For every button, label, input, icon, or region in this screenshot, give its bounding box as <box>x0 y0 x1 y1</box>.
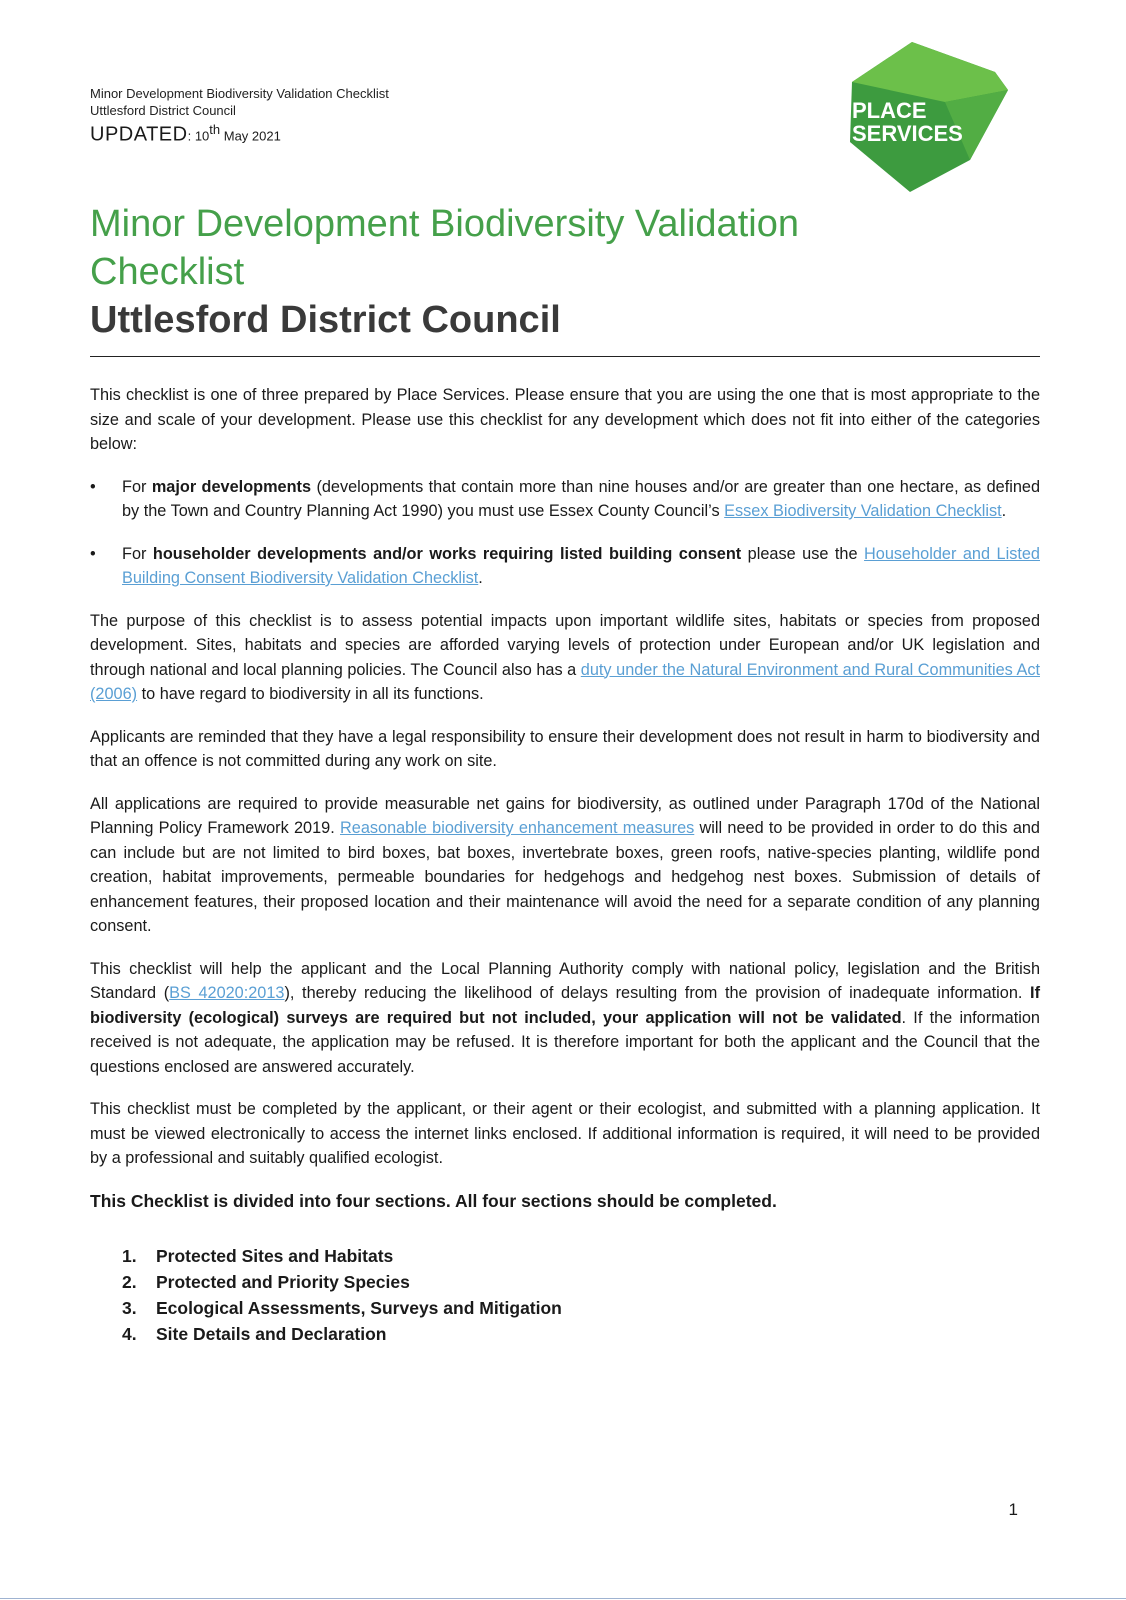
bullet-major-developments <box>90 475 1040 524</box>
bullet-text: For <box>122 477 152 496</box>
section-number: 3. <box>122 1298 137 1318</box>
bullet-bold-text: major developments <box>151 477 312 496</box>
page-title-line1: Minor Development Biodiversity Validation <box>90 203 799 245</box>
bullet-householder-developments <box>90 542 1040 591</box>
sections-heading: This Checklist is divided into four sections. All four sections should be completed. <box>90 1190 777 1211</box>
purpose-text: The purpose of this checklist is to assess potential impacts upon important wildlife sites, habitats or species from proposed development. Sites, habitats and species are afforded varying levels of protection under European and/or UK legislation and through national and local planning policies. The Council also has a <box>90 611 1040 679</box>
compliance-text-end: . If the information received is not adequate, the application may be refused. It is therefore important for both the applicant and the Council that the questions enclosed are answered accurately. <box>90 1008 1040 1076</box>
sections-list <box>90 1243 1040 1347</box>
header-council: Uttlesford District Council <box>90 103 236 118</box>
page-number: 1 <box>1008 1500 1018 1519</box>
section-item <box>122 1295 1040 1321</box>
section-label: Protected Sites and Habitats <box>156 1246 394 1266</box>
compliance-bold-text: If biodiversity (ecological) surveys are required but not included, your application will not be validated <box>90 984 1040 1027</box>
intro-paragraph: This checklist is one of three prepared by Place Services. Please ensure that you are using the one that is most appropriate to the size and scale of your development. Please use this checklist for any development which does not fit into either of the categories below: <box>90 386 1040 453</box>
title-divider <box>90 356 1040 357</box>
householder-checklist-link[interactable]: Householder and Listed Building Consent Biodiversity Validation Checklist <box>122 544 1040 587</box>
net-gain-paragraph <box>90 792 1040 939</box>
title-block <box>90 200 990 344</box>
page-bottom-border <box>0 1598 1126 1599</box>
section-label: Ecological Assessments, Surveys and Mitigation <box>156 1298 562 1318</box>
document-body <box>90 383 1040 1347</box>
essex-checklist-link[interactable]: Essex Biodiversity Validation Checklist <box>724 502 1002 520</box>
completion-paragraph: This checklist must be completed by the applicant, or their agent or their ecologist, and submitted with a planning application. It must be viewed electronically to access the internet links enclosed. If additional information is required, it will need to be provided by a professional and suitably qualified ecologist. <box>90 1100 1040 1167</box>
category-list <box>90 475 1040 591</box>
updated-label: UPDATED <box>90 123 188 146</box>
bs-42020-link[interactable]: BS 42020:2013 <box>169 984 285 1002</box>
nerc-act-link[interactable]: duty under the Natural Environment and Rural Communities Act (2006) <box>90 660 1040 703</box>
updated-date-day: : 10 <box>187 128 210 144</box>
logo-text-line1: PLACE <box>852 98 927 123</box>
purpose-text-end: to have regard to biodiversity in all its functions. <box>137 685 484 703</box>
section-item <box>122 1243 1040 1269</box>
bullet-text: (developments that contain more than nine houses and/or are greater than one hectare, as defined by the Town and Country Planning Act 1990) you must use Essex County Council’s <box>122 477 1040 520</box>
section-item <box>122 1321 1040 1347</box>
place-services-logo <box>850 42 1010 197</box>
net-gain-text-end: will need to be provided in order to do this and can include but are not limited to bird boxes, bat boxes, invertebrate boxes, green roofs, native-species planting, wildlife pond creation, habitat improvements, permeable boundaries for hedgehogs and hedgehog nest boxes. Submission of details of enhancement features, their proposed location and their maintenance will avoid the need for a separate condition of any planning consent. <box>90 819 1040 935</box>
page-title-line2: Checklist <box>90 251 245 293</box>
bullet-text: . <box>478 569 483 587</box>
compliance-paragraph <box>90 957 1040 1080</box>
section-number: 4. <box>122 1324 137 1344</box>
section-number: 2. <box>122 1272 137 1292</box>
updated-date-suffix: th <box>209 122 221 137</box>
enhancement-measures-link[interactable]: Reasonable biodiversity enhancement measures <box>340 819 695 837</box>
reminder-paragraph: Applicants are reminded that they have a legal responsibility to ensure their development does not result in harm to biodiversity and that an offence is not committed during any work on site. <box>90 727 1040 770</box>
purpose-paragraph <box>90 609 1040 707</box>
section-item <box>122 1269 1040 1295</box>
section-label: Protected and Priority Species <box>156 1272 410 1292</box>
bullet-bold-text: householder developments and/or works requiring listed building consent <box>152 544 742 563</box>
net-gain-text: All applications are required to provide measurable net gains for biodiversity, as outlined under Paragraph 170d of the National Planning Policy Framework 2019. <box>90 794 1040 837</box>
compliance-text-mid: ), thereby reducing the likelihood of delays resulting from the provision of inadequate information. <box>284 984 1031 1002</box>
updated-date-rest: May 2021 <box>220 128 281 144</box>
logo-text-line2: SERVICES <box>852 121 963 146</box>
header-meta <box>90 85 389 144</box>
page-subtitle: Uttlesford District Council <box>90 299 561 341</box>
updated-line <box>90 121 389 144</box>
bullet-text: For <box>122 544 153 563</box>
bullet-text: please use the <box>741 544 865 563</box>
section-number: 1. <box>122 1246 137 1266</box>
section-label: Site Details and Declaration <box>156 1324 387 1344</box>
bullet-text: . <box>1001 502 1007 520</box>
header-doc-title: Minor Development Biodiversity Validation Checklist <box>90 86 389 101</box>
compliance-text: This checklist will help the applicant and the Local Planning Authority comply with national policy, legislation and the British Standard ( <box>90 959 1040 1002</box>
